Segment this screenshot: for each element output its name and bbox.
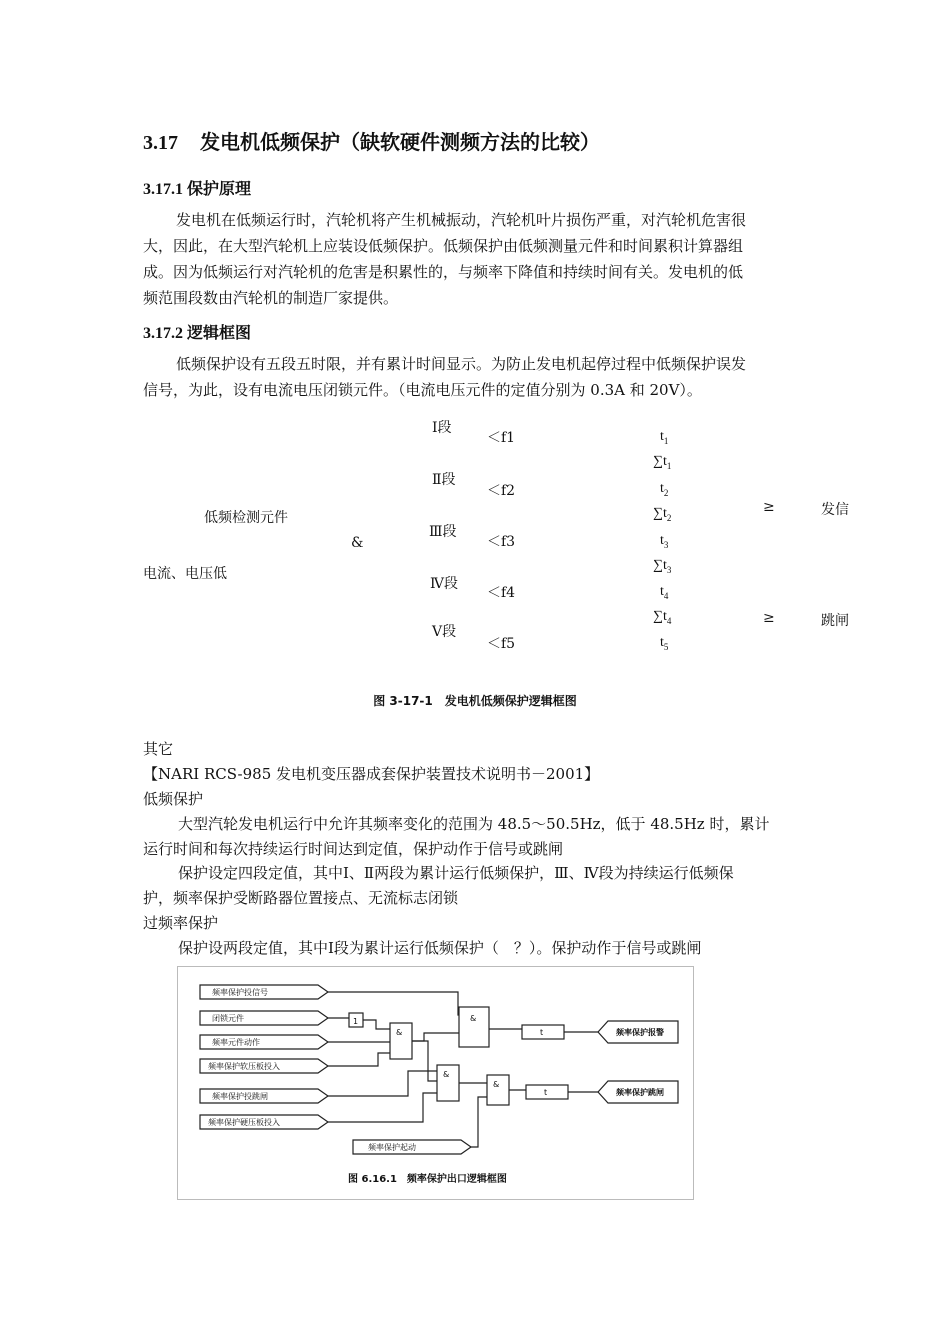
low-freq-line-3: 保护设定四段定值，其中Ⅰ、Ⅱ两段为累计运行低频保护，Ⅲ、Ⅳ段为持续运行低频保	[178, 864, 734, 882]
stage-2: Ⅱ段	[432, 472, 456, 488]
fig2-input-6: 频率保护硬压板投入	[208, 1118, 280, 1127]
section-title-text: 发电机低频保护（缺软硬件测频方法的比较）	[200, 130, 600, 154]
timer-label: $t_1$	[660, 429, 669, 446]
subsection-2-number: 3.17.2	[143, 325, 183, 342]
subsection-2-paragraph	[143, 351, 746, 403]
fig2-input-5: 频率保护投跳闸	[212, 1092, 268, 1101]
over-freq-heading: 过频率保护	[143, 914, 219, 932]
timer-label: $\sum t_1$	[653, 454, 672, 471]
para-line: 低频保护设有五段五时限，并有累计时间显示。为防止发电机起停过程中低频保护误发	[176, 355, 747, 373]
fig2-input-2: 闭锁元件	[212, 1014, 244, 1023]
input-current-voltage-low: 电流、电压低	[143, 566, 227, 582]
subsection-1-text: 保护原理	[187, 179, 252, 198]
freq-threshold-4: ＜f4	[487, 585, 516, 601]
fig2-timer-label: t	[544, 1088, 548, 1097]
para-line: 成。因为低频运行对汽轮机的危害是积累性的，与频率下降值和持续时间有关。发电机的低	[143, 263, 744, 281]
stage-3: Ⅲ段	[429, 524, 457, 540]
para-line: 大，因此，在大型汽轮机上应装设低频保护。低频保护由低频测量元件和时间累积计算器组	[143, 237, 744, 255]
other-heading: 其它	[143, 740, 174, 758]
timer-label: $\sum t_4$	[653, 609, 672, 626]
low-freq-line-2: 运行时间和每次持续运行时间达到定值，保护动作于信号或跳闸	[143, 840, 564, 858]
fig2-timer-label: t	[540, 1028, 544, 1037]
fig2-not-label: 1	[353, 1017, 359, 1026]
fig2-input-1: 频率保护投信号	[212, 988, 268, 997]
para-line: 信号，为此，设有电流电压闭锁元件。（电流电压元件的定值分别为 0.3A 和 20V）。	[143, 381, 702, 399]
fig2-input-4: 频率保护软压板投入	[208, 1062, 280, 1071]
subsection-2-text: 逻辑框图	[187, 323, 252, 342]
timer-label: $t_5$	[660, 635, 669, 652]
subsection-1-paragraph	[143, 207, 746, 311]
fig2-output-2: 频率保护跳闸	[616, 1088, 664, 1097]
timer-label: $t_4$	[660, 584, 669, 601]
para-line: 发电机在低频运行时，汽轮机将产生机械振动，汽轮机叶片损伤严重，对汽轮机危害很	[176, 211, 747, 229]
ge-symbol-2: ≥	[763, 610, 775, 626]
stage-5: Ⅴ段	[432, 624, 457, 640]
and-symbol: &	[351, 535, 364, 551]
figure-2-logic-diagram	[177, 966, 694, 1200]
stage-4: Ⅳ段	[430, 576, 458, 592]
fig2-and-label: &	[470, 1014, 477, 1023]
fig2-output-1: 频率保护报警	[616, 1028, 664, 1037]
subsection-1-number: 3.17.1	[143, 181, 183, 198]
reference-line: 【NARI RCS-985 发电机变压器成套保护装置技术说明书－2001】	[143, 765, 600, 783]
input-low-freq-detect: 低频检测元件	[204, 510, 288, 526]
section-number: 3.17	[143, 132, 178, 154]
timer-label: $\sum t_2$	[653, 506, 672, 523]
freq-threshold-3: ＜f3	[487, 534, 516, 550]
fig2-and-label: &	[493, 1080, 500, 1089]
stage-1: Ⅰ段	[432, 420, 452, 436]
output-trip: 跳闸	[821, 613, 849, 629]
timer-label: $t_3$	[660, 533, 669, 550]
fig2-input-7: 频率保护起动	[368, 1143, 416, 1152]
freq-threshold-2: ＜f2	[487, 483, 516, 499]
and-gate-2	[459, 1007, 489, 1047]
figure-2-svg	[178, 967, 693, 1199]
subsection-2-title	[143, 320, 251, 343]
timer-label: $\sum t_3$	[653, 558, 672, 575]
section-title	[143, 126, 600, 155]
fig2-caption: 图 6.16.1 频率保护出口逻辑框图	[348, 1174, 507, 1185]
subsection-1-title	[143, 176, 251, 199]
over-freq-line: 保护设两段定值，其中Ⅰ段为累计运行低频保护（ ？）。保护动作于信号或跳闸	[178, 939, 702, 957]
freq-threshold-5: ＜f5	[487, 636, 516, 652]
figure-1-caption: 图 3-17-1 发电机低频保护逻辑框图	[373, 694, 577, 708]
ge-symbol-1: ≥	[763, 499, 775, 515]
low-freq-line-4: 护，频率保护受断路器位置接点、无流标志闭锁	[143, 889, 459, 907]
output-signal: 发信	[821, 502, 849, 518]
freq-threshold-1: ＜f1	[487, 430, 516, 446]
fig2-and-label: &	[396, 1028, 403, 1037]
timer-label: $t_2$	[660, 481, 669, 498]
low-freq-line-1: 大型汽轮发电机运行中允许其频率变化的范围为 48.5～50.5Hz，低于 48.5Hz 时，累计	[178, 815, 770, 833]
fig2-input-3: 频率元件动作	[212, 1038, 260, 1047]
para-line: 频范围段数由汽轮机的制造厂家提供。	[143, 289, 399, 307]
fig2-and-label: &	[443, 1070, 450, 1079]
low-freq-heading: 低频保护	[143, 790, 204, 808]
